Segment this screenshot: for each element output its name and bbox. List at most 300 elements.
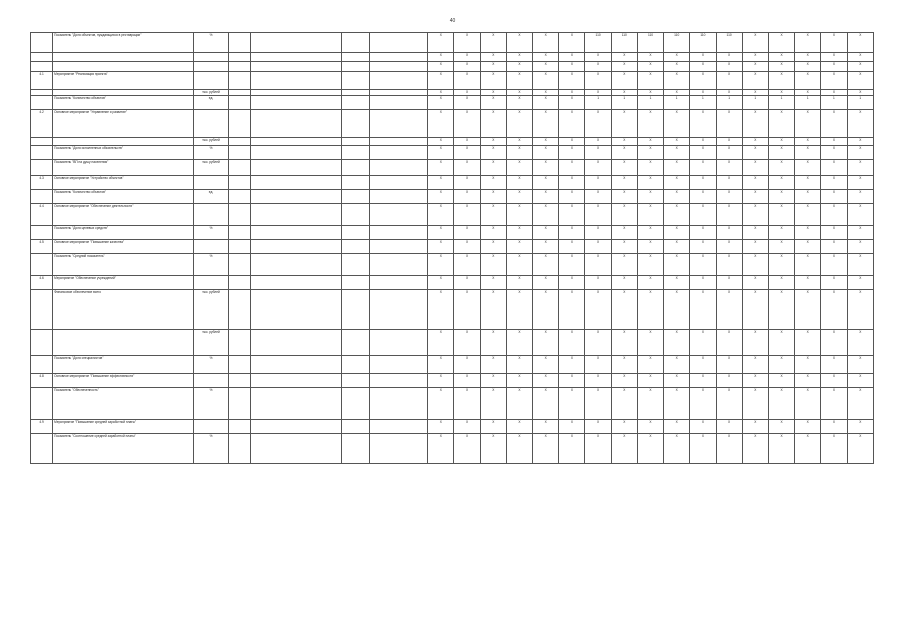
value-cell: X (847, 146, 873, 160)
row-note-cell (250, 62, 341, 72)
value-cell: X (768, 146, 794, 160)
value-cell: X (690, 330, 716, 356)
value-cell: X (480, 434, 506, 464)
row-number-cell (31, 33, 53, 53)
value-cell: X (611, 53, 637, 62)
value-cell: X (506, 146, 532, 160)
value-cell: 1 (585, 96, 611, 110)
value-cell: X (637, 110, 663, 138)
value-cell: X (454, 138, 480, 146)
value-cell: X (795, 420, 821, 434)
value-cell: X (821, 138, 847, 146)
value-cell: X (559, 356, 585, 374)
value-cell: X (716, 138, 742, 146)
value-cell: 110 (664, 33, 690, 53)
value-cell: X (559, 226, 585, 240)
value-cell: X (847, 330, 873, 356)
value-cell: X (559, 176, 585, 190)
value-cell: X (533, 33, 559, 53)
value-cell: X (480, 72, 506, 90)
value-cell: X (428, 374, 454, 388)
table-row (31, 53, 874, 62)
value-cell: 110 (716, 33, 742, 53)
value-cell: X (585, 146, 611, 160)
value-cell: X (768, 62, 794, 72)
value-cell: X (480, 176, 506, 190)
value-cell: X (533, 374, 559, 388)
value-cell: X (821, 388, 847, 420)
value-cell: X (742, 160, 768, 176)
value-cell: X (506, 420, 532, 434)
value-cell: X (637, 290, 663, 330)
value-cell: X (585, 160, 611, 176)
row-number-cell (31, 190, 53, 204)
row-year-cell (341, 204, 369, 226)
value-cell: 110 (611, 33, 637, 53)
value-cell: X (795, 190, 821, 204)
row-year-cell (341, 62, 369, 72)
row-code-cell (228, 138, 250, 146)
value-cell: X (821, 434, 847, 464)
value-cell: X (454, 204, 480, 226)
row-year-cell (341, 434, 369, 464)
row-code-cell (228, 254, 250, 276)
value-cell: X (611, 146, 637, 160)
value-cell: X (768, 138, 794, 146)
row-code-cell (228, 204, 250, 226)
value-cell: X (847, 33, 873, 53)
value-cell: X (585, 62, 611, 72)
value-cell: X (795, 434, 821, 464)
value-cell: X (795, 146, 821, 160)
value-cell: X (454, 176, 480, 190)
value-cell: X (795, 72, 821, 90)
value-cell: X (611, 204, 637, 226)
value-cell: X (506, 72, 532, 90)
value-cell: X (506, 110, 532, 138)
value-cell: X (637, 90, 663, 96)
row-responsible-cell (369, 62, 427, 72)
value-cell: X (742, 330, 768, 356)
value-cell: X (559, 146, 585, 160)
value-cell: X (480, 330, 506, 356)
value-cell: X (742, 240, 768, 254)
row-number-cell: 4.9 (31, 420, 53, 434)
value-cell: X (533, 62, 559, 72)
row-name-cell: Основное мероприятие "Управление и развитие" (53, 110, 194, 138)
row-name-cell: Показатель "Обеспеченность" (53, 388, 194, 420)
value-cell: 1 (768, 96, 794, 110)
value-cell: X (480, 138, 506, 146)
row-unit-cell: % (194, 226, 228, 240)
value-cell: X (664, 254, 690, 276)
row-year-cell (341, 254, 369, 276)
value-cell: X (795, 176, 821, 190)
value-cell: X (637, 254, 663, 276)
value-cell: X (454, 62, 480, 72)
value-cell: X (847, 290, 873, 330)
row-code-cell (228, 72, 250, 90)
value-cell: X (585, 374, 611, 388)
table-row (31, 62, 874, 72)
value-cell: X (742, 176, 768, 190)
value-cell: X (428, 62, 454, 72)
value-cell: X (637, 190, 663, 204)
value-cell: X (742, 356, 768, 374)
value-cell: X (454, 374, 480, 388)
value-cell: X (585, 420, 611, 434)
value-cell: X (742, 276, 768, 290)
row-unit-cell (194, 240, 228, 254)
row-number-cell (31, 53, 53, 62)
value-cell: X (795, 374, 821, 388)
value-cell: X (768, 388, 794, 420)
value-cell: X (428, 204, 454, 226)
value-cell: X (533, 420, 559, 434)
value-cell: X (506, 276, 532, 290)
value-cell: X (716, 388, 742, 420)
value-cell: X (480, 388, 506, 420)
row-name-cell: Финансовое обеспечение всего (53, 290, 194, 330)
value-cell: X (585, 138, 611, 146)
row-note-cell (250, 146, 341, 160)
value-cell: X (585, 72, 611, 90)
row-responsible-cell (369, 420, 427, 434)
value-cell: X (637, 138, 663, 146)
row-name-cell: Мероприятие "Реализация проекта" (53, 72, 194, 90)
row-number-cell (31, 356, 53, 374)
row-note-cell (250, 176, 341, 190)
value-cell: X (585, 276, 611, 290)
value-cell: X (847, 388, 873, 420)
value-cell: X (533, 96, 559, 110)
row-unit-cell: % (194, 388, 228, 420)
value-cell: X (611, 90, 637, 96)
value-cell: X (611, 290, 637, 330)
row-note-cell (250, 72, 341, 90)
value-cell: X (847, 53, 873, 62)
row-code-cell (228, 388, 250, 420)
value-cell: X (768, 204, 794, 226)
value-cell: X (821, 356, 847, 374)
row-unit-cell (194, 62, 228, 72)
value-cell: X (428, 96, 454, 110)
value-cell: X (821, 62, 847, 72)
value-cell: X (716, 434, 742, 464)
row-note-cell (250, 420, 341, 434)
value-cell: X (480, 356, 506, 374)
row-responsible-cell (369, 290, 427, 330)
value-cell: X (454, 254, 480, 276)
row-unit-cell: тыс. рублей (194, 90, 228, 96)
value-cell: 1 (847, 96, 873, 110)
row-responsible-cell (369, 146, 427, 160)
value-cell: X (611, 226, 637, 240)
row-year-cell (341, 53, 369, 62)
row-name-cell (53, 53, 194, 62)
value-cell: X (533, 72, 559, 90)
value-cell: X (480, 33, 506, 53)
value-cell: X (559, 72, 585, 90)
row-note-cell (250, 190, 341, 204)
value-cell: X (506, 356, 532, 374)
row-responsible-cell (369, 330, 427, 356)
value-cell: X (821, 204, 847, 226)
value-cell: X (480, 254, 506, 276)
value-cell: X (690, 176, 716, 190)
value-cell: X (821, 53, 847, 62)
row-number-cell (31, 146, 53, 160)
value-cell: X (847, 434, 873, 464)
program-table (30, 32, 874, 464)
value-cell: X (795, 53, 821, 62)
row-responsible-cell (369, 190, 427, 204)
value-cell: X (664, 53, 690, 62)
row-note-cell (250, 96, 341, 110)
value-cell: X (637, 146, 663, 160)
value-cell: X (480, 374, 506, 388)
value-cell: X (847, 240, 873, 254)
value-cell: X (664, 226, 690, 240)
value-cell: X (506, 330, 532, 356)
value-cell: X (454, 240, 480, 254)
value-cell: X (428, 388, 454, 420)
value-cell: X (428, 53, 454, 62)
row-responsible-cell (369, 176, 427, 190)
value-cell: X (664, 146, 690, 160)
row-code-cell (228, 356, 250, 374)
value-cell: X (585, 204, 611, 226)
value-cell: 1 (611, 96, 637, 110)
value-cell: X (559, 388, 585, 420)
row-number-cell: 4.8 (31, 374, 53, 388)
value-cell: X (611, 62, 637, 72)
value-cell: X (690, 434, 716, 464)
row-responsible-cell (369, 72, 427, 90)
value-cell: X (506, 254, 532, 276)
row-code-cell (228, 96, 250, 110)
value-cell: X (559, 434, 585, 464)
row-name-cell: Показатель "Количество объектов" (53, 96, 194, 110)
value-cell: X (454, 110, 480, 138)
value-cell: X (585, 110, 611, 138)
row-name-cell: Показатель "Соотношение средней заработной платы" (53, 434, 194, 464)
row-number-cell (31, 160, 53, 176)
value-cell: X (716, 53, 742, 62)
value-cell: X (637, 330, 663, 356)
value-cell: X (690, 146, 716, 160)
value-cell: 1 (795, 96, 821, 110)
value-cell: X (664, 356, 690, 374)
value-cell: 1 (637, 96, 663, 110)
value-cell: X (428, 356, 454, 374)
value-cell: X (454, 72, 480, 90)
row-unit-cell (194, 276, 228, 290)
value-cell: X (428, 160, 454, 176)
row-year-cell (341, 160, 369, 176)
value-cell: X (506, 204, 532, 226)
value-cell: X (847, 356, 873, 374)
value-cell: X (454, 146, 480, 160)
row-note-cell (250, 33, 341, 53)
row-code-cell (228, 160, 250, 176)
value-cell: X (664, 388, 690, 420)
value-cell: X (506, 96, 532, 110)
value-cell: X (690, 374, 716, 388)
value-cell: X (559, 90, 585, 96)
value-cell: X (690, 420, 716, 434)
value-cell: X (716, 374, 742, 388)
value-cell: X (611, 160, 637, 176)
value-cell: X (716, 204, 742, 226)
value-cell: X (533, 434, 559, 464)
row-responsible-cell (369, 276, 427, 290)
row-responsible-cell (369, 356, 427, 374)
row-year-cell (341, 420, 369, 434)
value-cell: X (506, 90, 532, 96)
row-name-cell (53, 330, 194, 356)
value-cell: X (585, 53, 611, 62)
table-row (31, 96, 874, 110)
value-cell: X (821, 33, 847, 53)
value-cell: X (428, 276, 454, 290)
value-cell: X (847, 190, 873, 204)
value-cell: 1 (821, 96, 847, 110)
value-cell: X (795, 138, 821, 146)
row-name-cell: Основное мероприятие "Повышение качества" (53, 240, 194, 254)
value-cell: X (768, 72, 794, 90)
value-cell: X (533, 53, 559, 62)
row-year-cell (341, 33, 369, 53)
row-code-cell (228, 190, 250, 204)
value-cell: X (611, 240, 637, 254)
value-cell: X (821, 146, 847, 160)
value-cell: X (690, 90, 716, 96)
row-name-cell: Показатель "Доля исполненных обязательств" (53, 146, 194, 160)
value-cell: X (611, 190, 637, 204)
row-unit-cell (194, 420, 228, 434)
table-row (31, 72, 874, 90)
table-row (31, 138, 874, 146)
row-number-cell (31, 434, 53, 464)
value-cell: X (768, 434, 794, 464)
row-note-cell (250, 53, 341, 62)
table-row (31, 290, 874, 330)
value-cell: X (768, 240, 794, 254)
value-cell: X (847, 420, 873, 434)
value-cell: X (795, 62, 821, 72)
value-cell: X (742, 226, 768, 240)
row-year-cell (341, 176, 369, 190)
value-cell: X (795, 33, 821, 53)
value-cell: X (533, 204, 559, 226)
value-cell: X (821, 176, 847, 190)
value-cell: X (506, 374, 532, 388)
value-cell: X (795, 204, 821, 226)
row-code-cell (228, 226, 250, 240)
value-cell: X (716, 176, 742, 190)
value-cell: X (664, 160, 690, 176)
row-name-cell: Показатель "Количество объектов" (53, 190, 194, 204)
value-cell: X (821, 190, 847, 204)
value-cell: X (480, 53, 506, 62)
value-cell: X (795, 160, 821, 176)
value-cell: X (480, 146, 506, 160)
row-code-cell (228, 434, 250, 464)
value-cell: X (585, 226, 611, 240)
value-cell: X (742, 388, 768, 420)
value-cell: X (795, 356, 821, 374)
value-cell: X (559, 96, 585, 110)
value-cell: X (690, 290, 716, 330)
row-unit-cell: тыс. рублей (194, 138, 228, 146)
value-cell: X (716, 190, 742, 204)
row-note-cell (250, 138, 341, 146)
row-year-cell (341, 374, 369, 388)
value-cell: X (611, 388, 637, 420)
value-cell: X (716, 420, 742, 434)
row-year-cell (341, 356, 369, 374)
row-code-cell (228, 330, 250, 356)
row-responsible-cell (369, 226, 427, 240)
value-cell: X (611, 434, 637, 464)
value-cell: X (821, 290, 847, 330)
row-number-cell: 4.3 (31, 176, 53, 190)
value-cell: X (506, 138, 532, 146)
row-name-cell: Показатель "Доля специалистов" (53, 356, 194, 374)
program-table-sheet (30, 32, 874, 620)
value-cell: X (847, 110, 873, 138)
value-cell: X (716, 330, 742, 356)
table-row (31, 254, 874, 276)
value-cell: X (664, 204, 690, 226)
row-responsible-cell (369, 33, 427, 53)
value-cell: X (480, 90, 506, 96)
value-cell: X (664, 62, 690, 72)
value-cell: X (506, 434, 532, 464)
table-row (31, 434, 874, 464)
row-responsible-cell (369, 96, 427, 110)
value-cell: X (454, 276, 480, 290)
value-cell: X (768, 226, 794, 240)
row-name-cell: Показатель "ВП на душу населения" (53, 160, 194, 176)
value-cell: X (506, 33, 532, 53)
value-cell: X (742, 72, 768, 90)
value-cell: X (768, 420, 794, 434)
table-row (31, 276, 874, 290)
value-cell: X (480, 290, 506, 330)
row-note-cell (250, 290, 341, 330)
row-note-cell (250, 204, 341, 226)
value-cell: X (585, 356, 611, 374)
value-cell: X (428, 290, 454, 330)
value-cell: X (821, 72, 847, 90)
value-cell: X (821, 330, 847, 356)
value-cell: X (480, 190, 506, 204)
value-cell: X (637, 356, 663, 374)
row-number-cell (31, 226, 53, 240)
value-cell: X (585, 330, 611, 356)
value-cell: X (533, 240, 559, 254)
value-cell: X (454, 434, 480, 464)
value-cell: X (690, 240, 716, 254)
row-number-cell (31, 290, 53, 330)
value-cell: X (611, 110, 637, 138)
value-cell: X (637, 53, 663, 62)
value-cell: X (742, 254, 768, 276)
value-cell: X (506, 240, 532, 254)
value-cell: X (454, 53, 480, 62)
